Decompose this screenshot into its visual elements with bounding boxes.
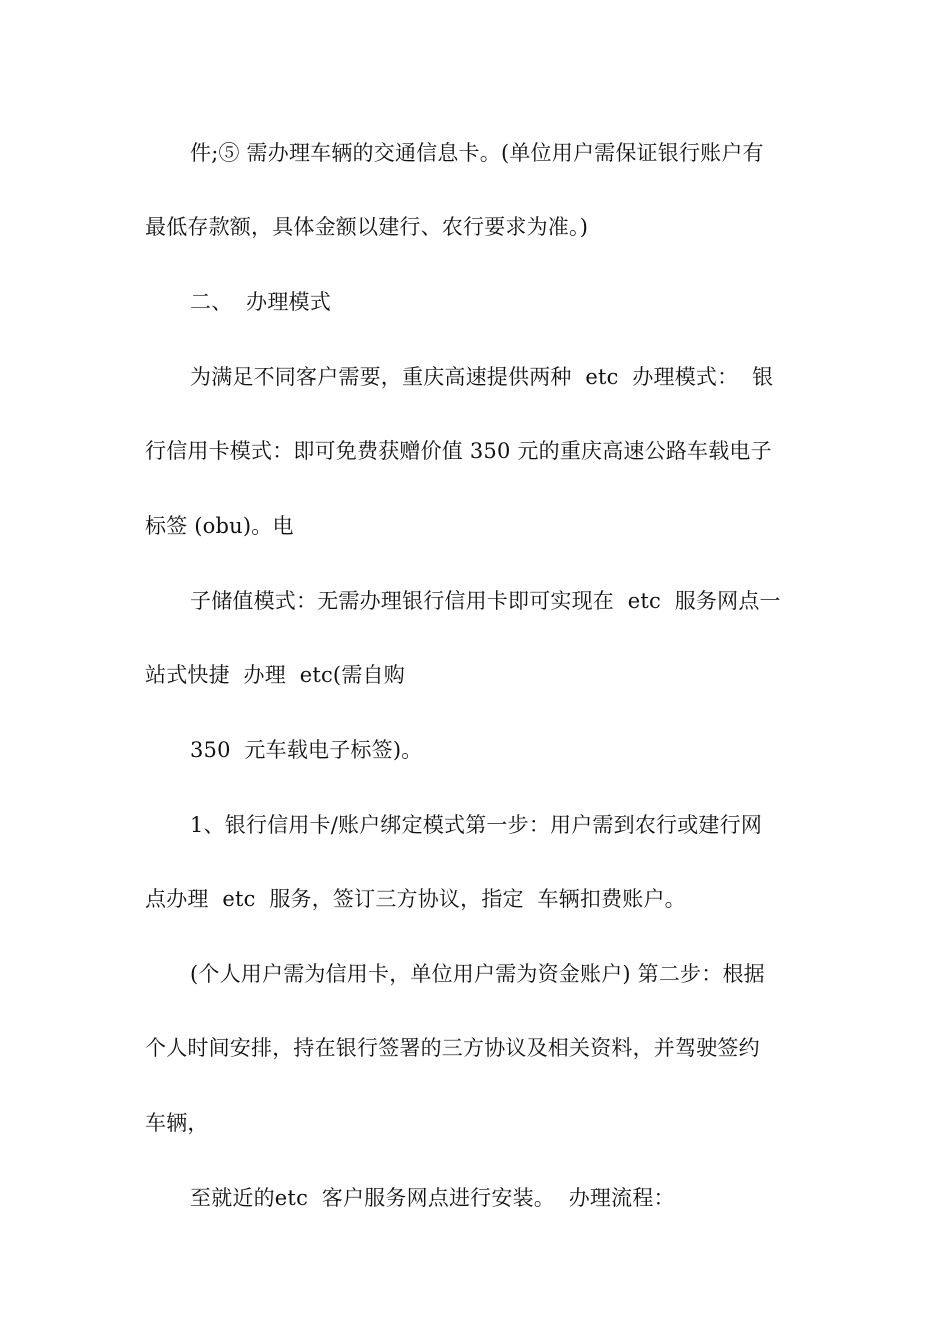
paragraph-line: 350 元车载电子标签)。 — [190, 738, 423, 762]
paragraph-line: 标签 (obu)。电 — [145, 514, 294, 538]
paragraph-line: 1、银行信用卡/账户绑定模式第一步：用户需到农行或建行网 — [190, 813, 763, 837]
paragraph-line: 为满足不同客户需要，重庆高速提供两种 etc 办理模式： 银 — [190, 365, 774, 389]
paragraph-line: 车辆， — [145, 1111, 209, 1135]
paragraph-line: (个人用户需为信用卡，单位用户需为资金账户) 第二步：根据 — [190, 962, 765, 986]
paragraph-line: 行信用卡模式：即可免费获赠价值 350 元的重庆高速公路车载电子 — [145, 439, 772, 463]
paragraph-line: 点办理 etc 服务，签订三方协议，指定 车辆扣费账户。 — [145, 887, 686, 911]
section-heading: 二、 办理模式 — [190, 290, 331, 314]
paragraph-line: 子储值模式：无需办理银行信用卡即可实现在 etc 服务网点一 — [190, 589, 781, 613]
paragraph-line: 至就近的etc 客户服务网点进行安装。 办理流程： — [190, 1186, 675, 1210]
paragraph-line: 站式快捷 办理 etc(需自购 — [145, 663, 405, 687]
paragraph-line: 件;⑤ 需办理车辆的交通信息卡。(单位用户需保证银行账户有 — [190, 141, 764, 165]
paragraph-line: 个人时间安排，持在银行签署的三方协议及相关资料，并驾驶签约 — [145, 1036, 760, 1060]
paragraph-line: 最低存款额，具体金额以建行、农行要求为准。) — [145, 215, 589, 239]
